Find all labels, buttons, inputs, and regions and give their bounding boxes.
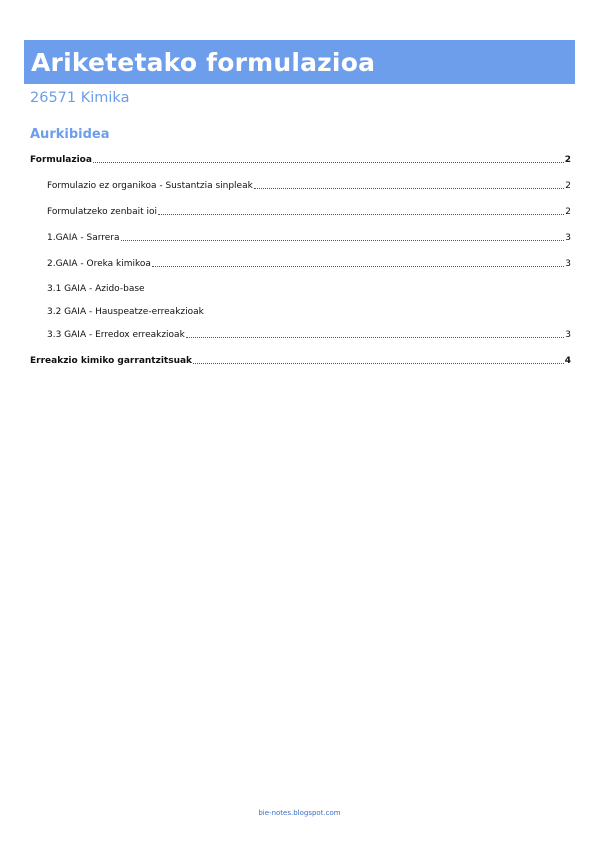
toc-entry[interactable] — [30, 325, 571, 341]
toc-entry-label: 1.GAIA - Sarrera — [47, 233, 120, 243]
toc-dot-leader — [93, 161, 564, 163]
toc-entry-label: Formulazioa — [30, 155, 92, 165]
toc-dot-leader — [193, 362, 564, 364]
toc-entry[interactable] — [30, 176, 571, 192]
toc-page-number: 3 — [565, 259, 571, 269]
toc-entry-label: 3.2 GAIA - Hauspeatze-erreakzioak — [47, 307, 204, 317]
toc-page-number: 2 — [565, 207, 571, 217]
title-bar — [24, 40, 575, 84]
footer-link[interactable]: bie-notes.blogspot.com — [258, 809, 341, 817]
toc-dot-leader — [152, 265, 564, 267]
toc-entry-label: 2.GAIA - Oreka kimikoa — [47, 259, 151, 269]
toc-heading: Aurkibidea — [30, 127, 110, 142]
toc-dot-leader — [158, 213, 564, 215]
toc-entry[interactable] — [30, 202, 571, 218]
toc-entry-label: Erreakzio kimiko garrantzitsuak — [30, 356, 193, 366]
document-subtitle: 26571 Kimika — [30, 90, 130, 106]
toc-dot-leader — [121, 239, 565, 241]
toc-page-number: 2 — [564, 155, 571, 165]
toc-entry-label: Formulazio ez organikoa - Sustantzia sinpleak — [47, 181, 253, 191]
toc-entry[interactable] — [30, 302, 571, 318]
toc-page-number: 3 — [565, 233, 571, 243]
toc-entry-label: 3.3 GAIA - Erredox erreakzioak — [47, 330, 185, 340]
toc-entry[interactable] — [30, 150, 571, 166]
document-title: Ariketetako formulazioa — [31, 47, 376, 77]
toc-entry-label: Formulatzeko zenbait ioi — [47, 207, 158, 217]
toc-page-number: 3 — [565, 330, 571, 340]
toc-dot-leader — [186, 336, 564, 338]
toc-dot-leader — [254, 187, 564, 189]
toc-entry[interactable] — [30, 279, 571, 295]
toc-entry[interactable] — [30, 254, 571, 270]
toc-entry-label: 3.1 GAIA - Azido-base — [47, 284, 145, 294]
toc-page-number: 4 — [564, 356, 571, 366]
toc-entry[interactable] — [30, 228, 571, 244]
toc-entry[interactable] — [30, 351, 571, 367]
toc-page-number: 2 — [565, 181, 571, 191]
